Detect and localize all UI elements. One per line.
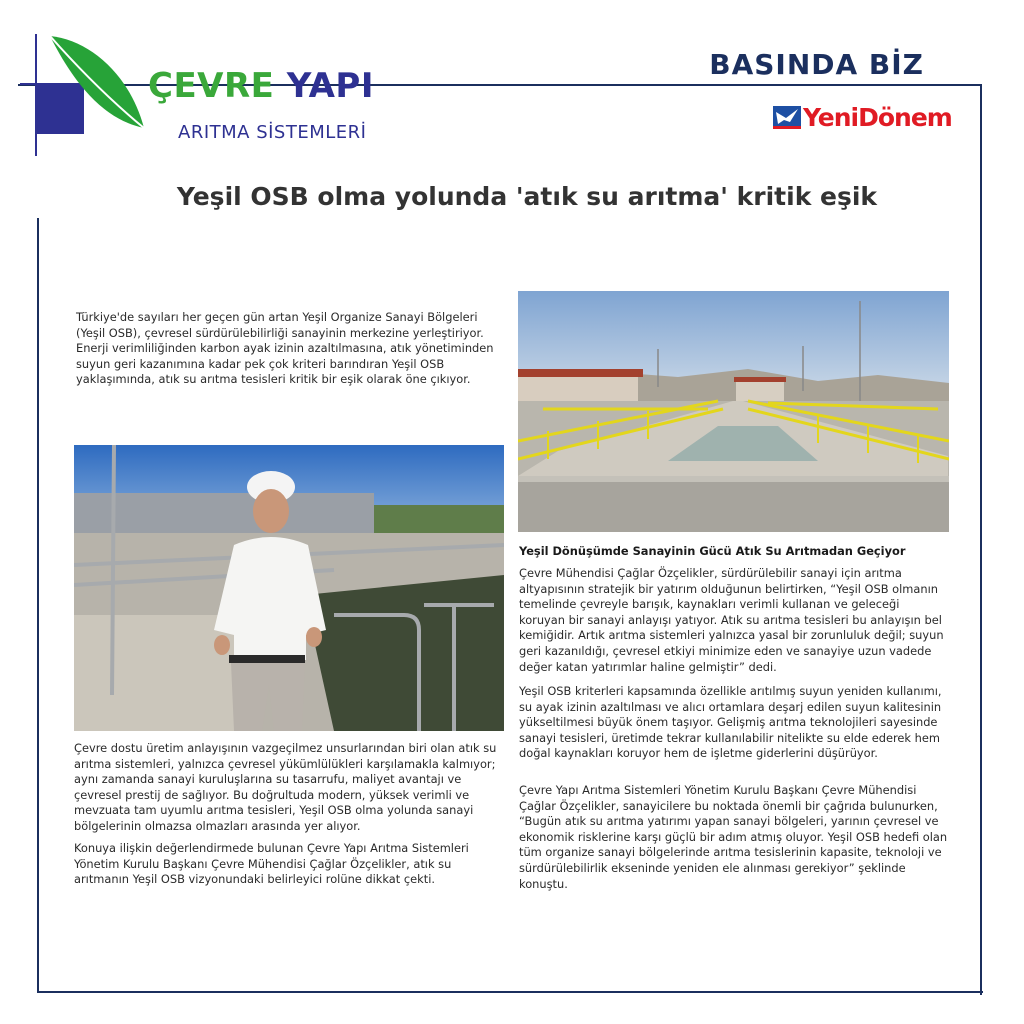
frame-right-line xyxy=(980,85,982,995)
press-section-title: BASINDA BİZ xyxy=(709,48,924,81)
bird-flag-icon xyxy=(773,104,803,130)
frame-left-line xyxy=(37,218,39,993)
left-body-paragraph-1: Çevre dostu üretim anlayışının vazgeçilmez unsurlarından biri olan atık su arıtma sistemleri, yalnızca çevresel yükümlülükleri karşılamakla kalmıyor; aynı zamanda sanayi kuruluşlarına su tasarrufu, maliyet avantajı ve çevresel prestij de sağlıyor. Bu doğrultuda modern, yüksek verimli ve mevzuata tam uyumlu arıtma tesisleri, Yeşil OSB olma yolunda sanayi bölgelerinin olmazsa olmazları arasında yer alıyor. xyxy=(74,741,497,833)
newspaper-name: YeniDönem xyxy=(803,102,952,132)
right-body-paragraph-3: Çevre Yapı Arıtma Sistemleri Yönetim Kurulu Başkanı Çevre Mühendisi Çağlar Özçelikler, sanayicilere bu noktada önemli bir çağrıda bulunurken, “Bugün atık su arıtma yatırımı yapan sanayi bölgeleri, yarının çevresel ve ekonomik risklerine karşı güçlü bir adım atmış oluyor. Yeşil OSB hedefi olan tüm organize sanayi bölgelerinde arıtma tesislerinin kapasite, teknoloji ve sürdürülebilirlik ekseninde yeniden ele alınması gerekiyor” şeklinde konuştu. xyxy=(519,783,948,891)
article-headline: Yeşil OSB olma yolunda 'atık su arıtma' kritik eşik xyxy=(176,182,878,211)
company-logo xyxy=(20,30,380,160)
newspaper-logo xyxy=(773,102,952,132)
frame-bottom-line xyxy=(37,991,983,993)
leaf-logo-icon xyxy=(20,30,160,160)
article-subheading: Yeşil Dönüşümde Sanayinin Gücü Atık Su Arıtmadan Geçiyor xyxy=(519,544,906,558)
engineer-portrait-photo xyxy=(74,445,504,731)
right-body-paragraph-1: Çevre Mühendisi Çağlar Özçelikler, sürdürülebilir sanayi için arıtma altyapısının stratejik bir yatırım olduğunun belirtirken, “Yeşil OSB olmanın temelinde çevreyle barışık, kaynakları verimli kullanan ve geleceği koruyan bir sanayi anlayışı yatıyor. Atık su arıtma tesisleri bu anlayışın bel kemiğidir. Artık arıtma sistemleri yalnızca yasal bir zorunluluk değil; suyun geri kazanıldığı, çevresel etkiyi minimize eden ve sanayiye uzun vadede değer katan yatırımlar haline gelmiştir” dedi. xyxy=(519,566,944,674)
intro-paragraph: Türkiye'de sayıları her geçen gün artan Yeşil Organize Sanayi Bölgeleri (Yeşil OSB), çevresel sürdürülebilirliği sanayinin merkezine yerleştiriyor. Enerji verimliliğinden karbon ayak izinin azaltılmasına, atık yönetiminden suyun geri kazanımına kadar pek çok kriteri barındıran Yeşil OSB yaklaşımında, atık su arıtma tesisleri kritik bir eşik olarak öne çıkıyor. xyxy=(76,310,494,387)
logo-brand-name: ÇEVRE YAPI xyxy=(148,66,374,106)
right-body-paragraph-2: Yeşil OSB kriterleri kapsamında özellikle arıtılmış suyun yeniden kullanımı, su ayak izinin azaltılması ve alıcı ortamlara deşarj edilen suyun kalitesinin yükseltilmesi büyük önem taşıyor. Gelişmiş arıtma teknolojileri sayesinde sanayi tesisleri, üretimde tekrar kullanılabilir nitelikte su elde ederek hem doğal kaynakları koruyor hem de işletme giderlerini düşürüyor. xyxy=(519,684,942,761)
treatment-plant-photo xyxy=(518,291,949,532)
logo-subtitle: ARITMA SİSTEMLERİ xyxy=(178,122,367,143)
left-body-paragraph-2: Konuya ilişkin değerlendirmede bulunan Çevre Yapı Arıtma Sistemleri Yönetim Kurulu Başkanı Çevre Mühendisi Çağlar Özçelikler, atık su arıtmanın Yeşil OSB vizyonundaki belirleyici rolüne dikkat çekti. xyxy=(74,841,469,887)
